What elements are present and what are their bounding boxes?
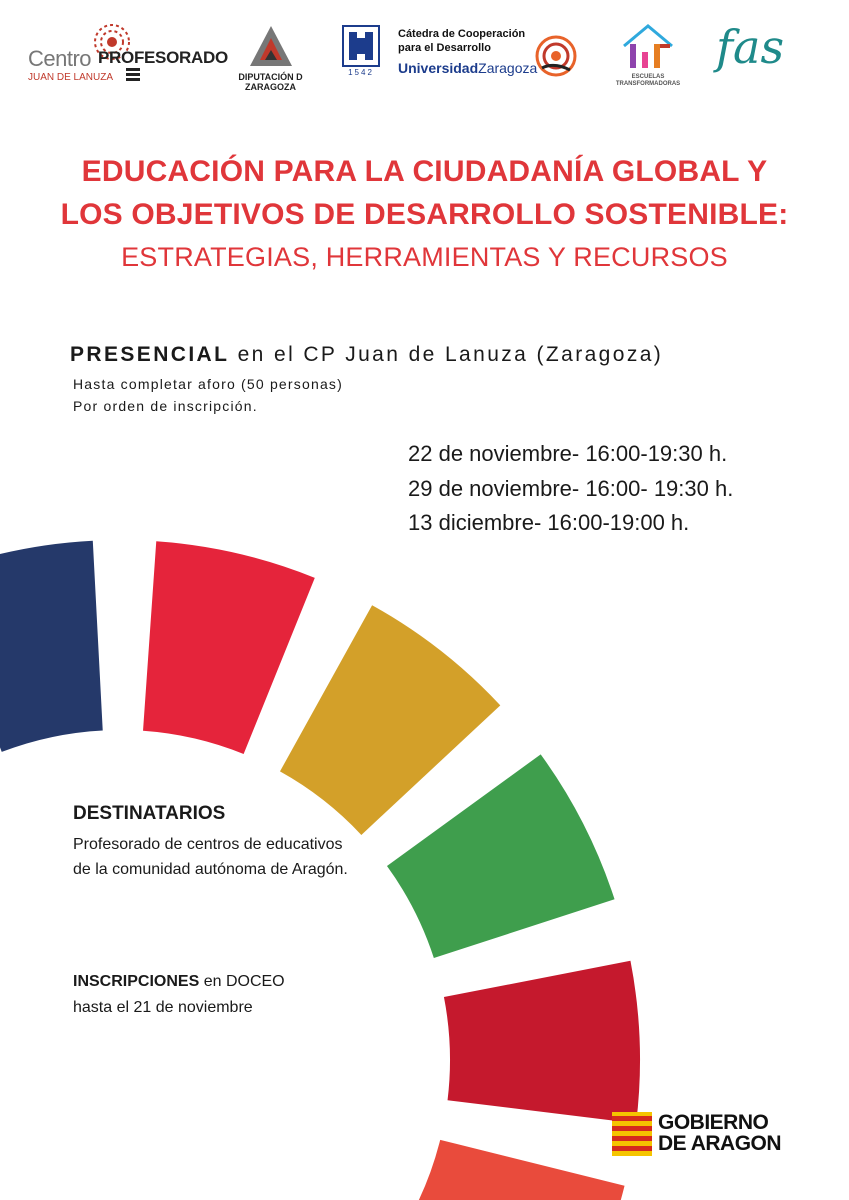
aragon-1542-crest-logo	[340, 24, 382, 82]
cep-logo-word2: PROFESORADO	[98, 48, 228, 67]
recipients-line2: de la comunidad autónoma de Aragón.	[73, 861, 348, 878]
diputacion-zaragoza-logo	[218, 24, 323, 92]
sdg-segment-6	[444, 961, 640, 1124]
title-line1: EDUCACIÓN PARA LA CIUDADANÍA GLOBAL Y	[81, 155, 768, 188]
catedra-line2: para el Desarrollo	[398, 42, 491, 54]
session-date-3: 13 diciembre- 16:00-19:00 h.	[408, 510, 690, 535]
escuelas-transformadoras-logo	[612, 22, 684, 88]
title-line2: LOS OBJETIVOS DE DESARROLLO SOSTENIBLE:	[60, 198, 789, 231]
cep-bars-icon	[126, 68, 140, 82]
aragon-flag-icon	[612, 1112, 652, 1156]
sdg-segment-4	[280, 605, 500, 835]
registration-deadline: hasta el 21 de noviembre	[73, 999, 253, 1016]
crest-year: 1542	[348, 68, 374, 77]
cep-logo-sub: JUAN DE LANUZA	[28, 72, 114, 83]
registration-line1: INSCRIPCIONES en DOCEO	[73, 973, 285, 990]
gobierno-aragon-logo	[612, 1112, 812, 1162]
session-date-2: 29 de noviembre- 16:00- 19:30 h.	[408, 476, 734, 501]
dpz-logo-text: DIPUTACIÓN D ZARAGOZA	[238, 72, 303, 92]
capacity-note: Hasta completar aforo (50 personas)	[73, 376, 343, 392]
escuelas-text: ESCUELAS TRANSFORMADORAS	[615, 74, 681, 87]
modality-line: PRESENCIAL en el CP Juan de Lanuza (Zaragoza)	[70, 343, 664, 366]
sdg-segment-5	[387, 754, 615, 958]
catedra-spiral-icon	[534, 34, 578, 78]
dpz-triangle-icon	[248, 24, 294, 68]
title-line3: ESTRATEGIAS, HERRAMIENTAS Y RECURSOS	[121, 242, 728, 272]
sdg-segment-2	[0, 541, 103, 752]
cep-juan-de-lanuza-logo	[28, 22, 228, 84]
fas-logo: fas	[716, 20, 785, 74]
sdg-segment-7	[400, 1140, 625, 1200]
catedra-line1: Cátedra de Cooperación	[398, 28, 526, 40]
sdg-segment-3	[143, 541, 315, 754]
catedra-university: UniversidadZaragoza	[398, 60, 538, 76]
gobierno-text: GOBIERNO DE ARAGON	[658, 1111, 782, 1155]
recipients-line1: Profesorado de centros de educativos	[73, 836, 343, 853]
escuelas-house-icon	[620, 22, 676, 72]
session-date-1: 22 de noviembre- 16:00-19:30 h.	[408, 441, 728, 466]
cep-logo-word1: Centro	[28, 46, 92, 71]
order-note: Por orden de inscripción.	[73, 398, 258, 414]
recipients-heading: DESTINATARIOS	[73, 803, 226, 824]
